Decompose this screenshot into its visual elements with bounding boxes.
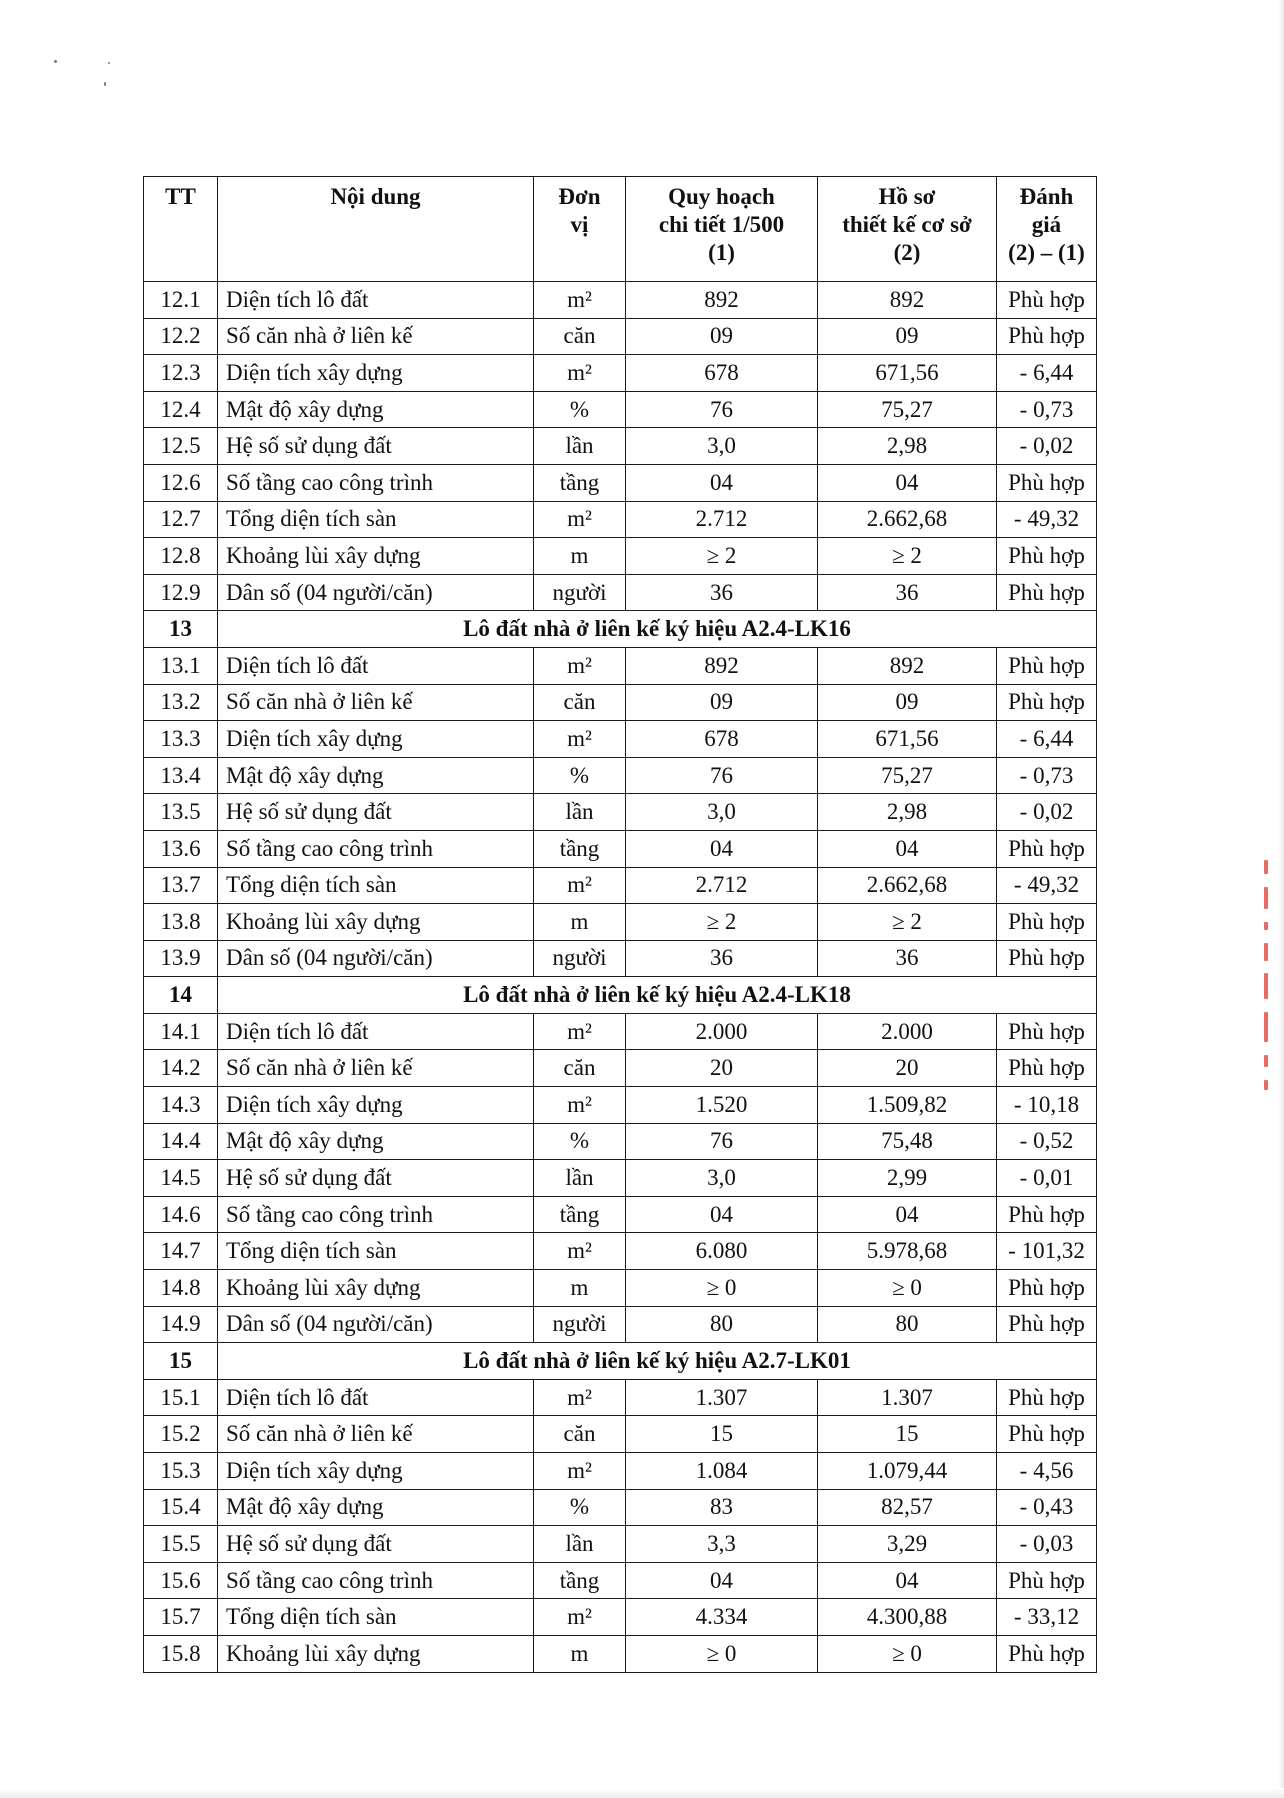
cell-don-vi: tầng <box>534 830 626 867</box>
cell-noi-dung: Số căn nhà ở liên kế <box>218 684 534 721</box>
cell-ho-so: 2,98 <box>818 428 997 465</box>
table-row <box>144 1379 1097 1416</box>
cell-don-vi: m² <box>534 1379 626 1416</box>
cell-quy-hoach: 36 <box>626 574 818 611</box>
table-row <box>144 1013 1097 1050</box>
cell-quy-hoach: 76 <box>626 391 818 428</box>
header-tt: TT <box>144 177 218 282</box>
cell-danh-gia: - 0,03 <box>997 1526 1097 1563</box>
table-row <box>144 684 1097 721</box>
cell-tt: 14.8 <box>144 1270 218 1307</box>
cell-quy-hoach: 3,0 <box>626 428 818 465</box>
cell-quy-hoach: 83 <box>626 1489 818 1526</box>
table-row <box>144 1599 1097 1636</box>
cell-tt: 14.4 <box>144 1123 218 1160</box>
cell-tt: 14.3 <box>144 1087 218 1124</box>
cell-noi-dung: Tổng diện tích sàn <box>218 501 534 538</box>
cell-noi-dung: Mật độ xây dựng <box>218 1489 534 1526</box>
table-row <box>144 1526 1097 1563</box>
cell-don-vi: lần <box>534 428 626 465</box>
cell-noi-dung: Số tầng cao công trình <box>218 464 534 501</box>
cell-ho-so: ≥ 2 <box>818 538 997 575</box>
table-row <box>144 1087 1097 1124</box>
cell-don-vi: m² <box>534 1087 626 1124</box>
cell-ho-so: 20 <box>818 1050 997 1087</box>
cell-tt: 12.9 <box>144 574 218 611</box>
cell-don-vi: căn <box>534 318 626 355</box>
cell-ho-so: 671,56 <box>818 355 997 392</box>
cell-don-vi: lần <box>534 1160 626 1197</box>
cell-quy-hoach: 76 <box>626 1123 818 1160</box>
cell-quy-hoach: 892 <box>626 647 818 684</box>
cell-quy-hoach: ≥ 0 <box>626 1270 818 1307</box>
cell-danh-gia: Phù hợp <box>997 538 1097 575</box>
table-row <box>144 757 1097 794</box>
cell-ho-so: 2,99 <box>818 1160 997 1197</box>
section-number: 14 <box>144 977 218 1014</box>
cell-noi-dung: Dân số (04 người/căn) <box>218 1306 534 1343</box>
comparison-table <box>143 176 1097 1673</box>
cell-quy-hoach: 36 <box>626 940 818 977</box>
cell-danh-gia: Phù hợp <box>997 830 1097 867</box>
cell-tt: 13.8 <box>144 904 218 941</box>
cell-danh-gia: - 49,32 <box>997 501 1097 538</box>
cell-noi-dung: Diện tích xây dựng <box>218 355 534 392</box>
cell-noi-dung: Khoảng lùi xây dựng <box>218 1635 534 1672</box>
cell-ho-so: 75,48 <box>818 1123 997 1160</box>
cell-tt: 15.3 <box>144 1453 218 1490</box>
section-title: Lô đất nhà ở liên kế ký hiệu A2.4-LK16 <box>218 611 1097 648</box>
cell-quy-hoach: 3,0 <box>626 794 818 831</box>
cell-quy-hoach: 2.712 <box>626 501 818 538</box>
cell-tt: 14.2 <box>144 1050 218 1087</box>
cell-noi-dung: Dân số (04 người/căn) <box>218 574 534 611</box>
cell-danh-gia: - 0,52 <box>997 1123 1097 1160</box>
table-body <box>144 282 1097 1673</box>
cell-quy-hoach: 04 <box>626 830 818 867</box>
page-right-edge <box>1278 0 1284 1798</box>
section-number: 13 <box>144 611 218 648</box>
cell-quy-hoach: 04 <box>626 1196 818 1233</box>
cell-ho-so: 1.307 <box>818 1379 997 1416</box>
cell-danh-gia: Phù hợp <box>997 464 1097 501</box>
cell-don-vi: m² <box>534 721 626 758</box>
cell-danh-gia: Phù hợp <box>997 1306 1097 1343</box>
cell-quy-hoach: ≥ 0 <box>626 1635 818 1672</box>
cell-don-vi: m² <box>534 1453 626 1490</box>
cell-quy-hoach: 04 <box>626 464 818 501</box>
cell-ho-so: 04 <box>818 1562 997 1599</box>
cell-noi-dung: Diện tích lô đất <box>218 1379 534 1416</box>
cell-ho-so: 2.662,68 <box>818 501 997 538</box>
table-row <box>144 355 1097 392</box>
cell-tt: 15.8 <box>144 1635 218 1672</box>
cell-danh-gia: Phù hợp <box>997 574 1097 611</box>
cell-tt: 15.4 <box>144 1489 218 1526</box>
cell-don-vi: căn <box>534 1416 626 1453</box>
cell-quy-hoach: 09 <box>626 318 818 355</box>
cell-danh-gia: Phù hợp <box>997 904 1097 941</box>
cell-tt: 12.6 <box>144 464 218 501</box>
cell-noi-dung: Diện tích xây dựng <box>218 721 534 758</box>
cell-danh-gia: Phù hợp <box>997 940 1097 977</box>
cell-ho-so: 15 <box>818 1416 997 1453</box>
cell-quy-hoach: 04 <box>626 1562 818 1599</box>
cell-quy-hoach: ≥ 2 <box>626 904 818 941</box>
cell-noi-dung: Số căn nhà ở liên kế <box>218 318 534 355</box>
cell-ho-so: 09 <box>818 318 997 355</box>
cell-quy-hoach: 2.000 <box>626 1013 818 1050</box>
cell-don-vi: người <box>534 940 626 977</box>
cell-tt: 15.6 <box>144 1562 218 1599</box>
cell-quy-hoach: 2.712 <box>626 867 818 904</box>
table-row <box>144 464 1097 501</box>
cell-tt: 13.1 <box>144 647 218 684</box>
cell-don-vi: lần <box>534 1526 626 1563</box>
table-row <box>144 940 1097 977</box>
cell-danh-gia: - 4,56 <box>997 1453 1097 1490</box>
cell-don-vi: m <box>534 538 626 575</box>
cell-ho-so: 4.300,88 <box>818 1599 997 1636</box>
cell-ho-so: 5.978,68 <box>818 1233 997 1270</box>
cell-quy-hoach: 80 <box>626 1306 818 1343</box>
cell-danh-gia: Phù hợp <box>997 1635 1097 1672</box>
cell-ho-so: 892 <box>818 282 997 319</box>
cell-ho-so: 04 <box>818 830 997 867</box>
cell-ho-so: ≥ 2 <box>818 904 997 941</box>
cell-noi-dung: Diện tích lô đất <box>218 647 534 684</box>
table-row <box>144 428 1097 465</box>
cell-tt: 14.5 <box>144 1160 218 1197</box>
cell-ho-so: 2.662,68 <box>818 867 997 904</box>
cell-tt: 13.5 <box>144 794 218 831</box>
section-row <box>144 1343 1097 1380</box>
cell-noi-dung: Diện tích xây dựng <box>218 1087 534 1124</box>
table-row <box>144 1233 1097 1270</box>
cell-noi-dung: Số tầng cao công trình <box>218 830 534 867</box>
cell-danh-gia: - 0,73 <box>997 757 1097 794</box>
table-row <box>144 1160 1097 1197</box>
cell-danh-gia: - 10,18 <box>997 1087 1097 1124</box>
cell-noi-dung: Khoảng lùi xây dựng <box>218 904 534 941</box>
cell-don-vi: tầng <box>534 1562 626 1599</box>
cell-don-vi: % <box>534 757 626 794</box>
cell-noi-dung: Diện tích xây dựng <box>218 1453 534 1490</box>
cell-tt: 12.5 <box>144 428 218 465</box>
cell-quy-hoach: 15 <box>626 1416 818 1453</box>
header-ho-so: Hồ sơ thiết kế cơ sở (2) <box>818 177 997 282</box>
cell-don-vi: người <box>534 1306 626 1343</box>
cell-quy-hoach: 4.334 <box>626 1599 818 1636</box>
cell-danh-gia: - 0,73 <box>997 391 1097 428</box>
cell-tt: 12.8 <box>144 538 218 575</box>
section-number: 15 <box>144 1343 218 1380</box>
table-row <box>144 1123 1097 1160</box>
cell-danh-gia: - 0,01 <box>997 1160 1097 1197</box>
cell-don-vi: tầng <box>534 464 626 501</box>
cell-danh-gia: - 33,12 <box>997 1599 1097 1636</box>
cell-don-vi: m² <box>534 355 626 392</box>
cell-noi-dung: Số tầng cao công trình <box>218 1196 534 1233</box>
table-row <box>144 647 1097 684</box>
cell-noi-dung: Hệ số sử dụng đất <box>218 1160 534 1197</box>
cell-noi-dung: Diện tích lô đất <box>218 282 534 319</box>
cell-tt: 12.7 <box>144 501 218 538</box>
cell-don-vi: m <box>534 1270 626 1307</box>
cell-tt: 13.2 <box>144 684 218 721</box>
cell-tt: 13.3 <box>144 721 218 758</box>
cell-ho-so: 75,27 <box>818 757 997 794</box>
table-row <box>144 1489 1097 1526</box>
cell-quy-hoach: 3,3 <box>626 1526 818 1563</box>
table-row <box>144 1416 1097 1453</box>
table-row <box>144 721 1097 758</box>
cell-tt: 13.9 <box>144 940 218 977</box>
cell-ho-so: 1.079,44 <box>818 1453 997 1490</box>
header-don-vi: Đơn vị <box>534 177 626 282</box>
cell-quy-hoach: 892 <box>626 282 818 319</box>
cell-don-vi: m <box>534 904 626 941</box>
cell-ho-so: 04 <box>818 464 997 501</box>
cell-tt: 13.4 <box>144 757 218 794</box>
table-row <box>144 1196 1097 1233</box>
cell-quy-hoach: 1.084 <box>626 1453 818 1490</box>
cell-ho-so: ≥ 0 <box>818 1635 997 1672</box>
cell-tt: 14.7 <box>144 1233 218 1270</box>
cell-noi-dung: Hệ số sử dụng đất <box>218 428 534 465</box>
cell-danh-gia: - 49,32 <box>997 867 1097 904</box>
cell-noi-dung: Số căn nhà ở liên kế <box>218 1416 534 1453</box>
cell-don-vi: lần <box>534 794 626 831</box>
table-row <box>144 1050 1097 1087</box>
table-row <box>144 1270 1097 1307</box>
cell-danh-gia: Phù hợp <box>997 1379 1097 1416</box>
cell-don-vi: m² <box>534 647 626 684</box>
cell-quy-hoach: 20 <box>626 1050 818 1087</box>
table-row <box>144 904 1097 941</box>
cell-noi-dung: Số tầng cao công trình <box>218 1562 534 1599</box>
cell-ho-so: 04 <box>818 1196 997 1233</box>
cell-don-vi: % <box>534 391 626 428</box>
table-row <box>144 282 1097 319</box>
cell-don-vi: m² <box>534 1599 626 1636</box>
cell-don-vi: m² <box>534 1233 626 1270</box>
cell-don-vi: % <box>534 1489 626 1526</box>
section-title: Lô đất nhà ở liên kế ký hiệu A2.7-LK01 <box>218 1343 1097 1380</box>
table-row <box>144 1562 1097 1599</box>
table-row <box>144 1635 1097 1672</box>
cell-don-vi: m² <box>534 501 626 538</box>
cell-noi-dung: Hệ số sử dụng đất <box>218 1526 534 1563</box>
section-row <box>144 977 1097 1014</box>
cell-noi-dung: Số căn nhà ở liên kế <box>218 1050 534 1087</box>
table-row <box>144 538 1097 575</box>
header-noi-dung: Nội dung <box>218 177 534 282</box>
cell-noi-dung: Hệ số sử dụng đất <box>218 794 534 831</box>
cell-ho-so: 82,57 <box>818 1489 997 1526</box>
cell-ho-so: ≥ 0 <box>818 1270 997 1307</box>
table-row <box>144 1306 1097 1343</box>
section-title: Lô đất nhà ở liên kế ký hiệu A2.4-LK18 <box>218 977 1097 1014</box>
cell-ho-so: 892 <box>818 647 997 684</box>
cell-quy-hoach: 09 <box>626 684 818 721</box>
cell-danh-gia: - 6,44 <box>997 721 1097 758</box>
cell-noi-dung: Mật độ xây dựng <box>218 757 534 794</box>
cell-don-vi: căn <box>534 1050 626 1087</box>
header-quy-hoach: Quy hoạch chi tiết 1/500 (1) <box>626 177 818 282</box>
red-stamp-mark <box>1259 860 1273 1090</box>
cell-don-vi: căn <box>534 684 626 721</box>
cell-tt: 12.4 <box>144 391 218 428</box>
cell-quy-hoach: 3,0 <box>626 1160 818 1197</box>
cell-noi-dung: Diện tích lô đất <box>218 1013 534 1050</box>
cell-quy-hoach: 76 <box>626 757 818 794</box>
cell-danh-gia: Phù hợp <box>997 1050 1097 1087</box>
cell-danh-gia: - 0,02 <box>997 794 1097 831</box>
cell-noi-dung: Tổng diện tích sàn <box>218 1233 534 1270</box>
cell-danh-gia: Phù hợp <box>997 1416 1097 1453</box>
cell-don-vi: m <box>534 1635 626 1672</box>
cell-quy-hoach: ≥ 2 <box>626 538 818 575</box>
page-bottom-edge <box>0 1788 1284 1798</box>
cell-tt: 14.6 <box>144 1196 218 1233</box>
cell-ho-so: 36 <box>818 574 997 611</box>
cell-tt: 15.1 <box>144 1379 218 1416</box>
cell-danh-gia: - 0,43 <box>997 1489 1097 1526</box>
cell-tt: 13.7 <box>144 867 218 904</box>
table-row <box>144 794 1097 831</box>
cell-noi-dung: Dân số (04 người/căn) <box>218 940 534 977</box>
cell-tt: 12.2 <box>144 318 218 355</box>
cell-quy-hoach: 1.307 <box>626 1379 818 1416</box>
cell-tt: 15.7 <box>144 1599 218 1636</box>
cell-quy-hoach: 678 <box>626 355 818 392</box>
table-row <box>144 830 1097 867</box>
cell-danh-gia: Phù hợp <box>997 282 1097 319</box>
cell-don-vi: tầng <box>534 1196 626 1233</box>
table-header-row <box>144 177 1097 282</box>
header-danh-gia: Đánh giá (2) – (1) <box>997 177 1097 282</box>
cell-danh-gia: Phù hợp <box>997 1196 1097 1233</box>
cell-don-vi: người <box>534 574 626 611</box>
cell-quy-hoach: 1.520 <box>626 1087 818 1124</box>
cell-tt: 15.5 <box>144 1526 218 1563</box>
cell-danh-gia: Phù hợp <box>997 1270 1097 1307</box>
cell-quy-hoach: 678 <box>626 721 818 758</box>
cell-tt: 13.6 <box>144 830 218 867</box>
cell-danh-gia: - 6,44 <box>997 355 1097 392</box>
cell-ho-so: 09 <box>818 684 997 721</box>
cell-ho-so: 671,56 <box>818 721 997 758</box>
cell-tt: 15.2 <box>144 1416 218 1453</box>
cell-noi-dung: Khoảng lùi xây dựng <box>218 1270 534 1307</box>
cell-quy-hoach: 6.080 <box>626 1233 818 1270</box>
cell-danh-gia: - 101,32 <box>997 1233 1097 1270</box>
cell-don-vi: m² <box>534 867 626 904</box>
cell-ho-so: 2.000 <box>818 1013 997 1050</box>
cell-don-vi: m² <box>534 1013 626 1050</box>
cell-ho-so: 80 <box>818 1306 997 1343</box>
cell-danh-gia: Phù hợp <box>997 1013 1097 1050</box>
table-row <box>144 501 1097 538</box>
table-row <box>144 391 1097 428</box>
cell-noi-dung: Tổng diện tích sàn <box>218 1599 534 1636</box>
table-row <box>144 1453 1097 1490</box>
section-row <box>144 611 1097 648</box>
table-row <box>144 318 1097 355</box>
cell-ho-so: 2,98 <box>818 794 997 831</box>
cell-tt: 12.3 <box>144 355 218 392</box>
cell-don-vi: % <box>534 1123 626 1160</box>
cell-ho-so: 3,29 <box>818 1526 997 1563</box>
cell-danh-gia: Phù hợp <box>997 647 1097 684</box>
cell-noi-dung: Mật độ xây dựng <box>218 1123 534 1160</box>
cell-danh-gia: Phù hợp <box>997 684 1097 721</box>
cell-don-vi: m² <box>534 282 626 319</box>
cell-noi-dung: Mật độ xây dựng <box>218 391 534 428</box>
cell-noi-dung: Tổng diện tích sàn <box>218 867 534 904</box>
cell-ho-so: 1.509,82 <box>818 1087 997 1124</box>
cell-tt: 14.9 <box>144 1306 218 1343</box>
table-row <box>144 574 1097 611</box>
table-row <box>144 867 1097 904</box>
cell-tt: 14.1 <box>144 1013 218 1050</box>
cell-danh-gia: Phù hợp <box>997 318 1097 355</box>
cell-tt: 12.1 <box>144 282 218 319</box>
cell-ho-so: 36 <box>818 940 997 977</box>
cell-danh-gia: Phù hợp <box>997 1562 1097 1599</box>
cell-danh-gia: - 0,02 <box>997 428 1097 465</box>
cell-ho-so: 75,27 <box>818 391 997 428</box>
cell-noi-dung: Khoảng lùi xây dựng <box>218 538 534 575</box>
